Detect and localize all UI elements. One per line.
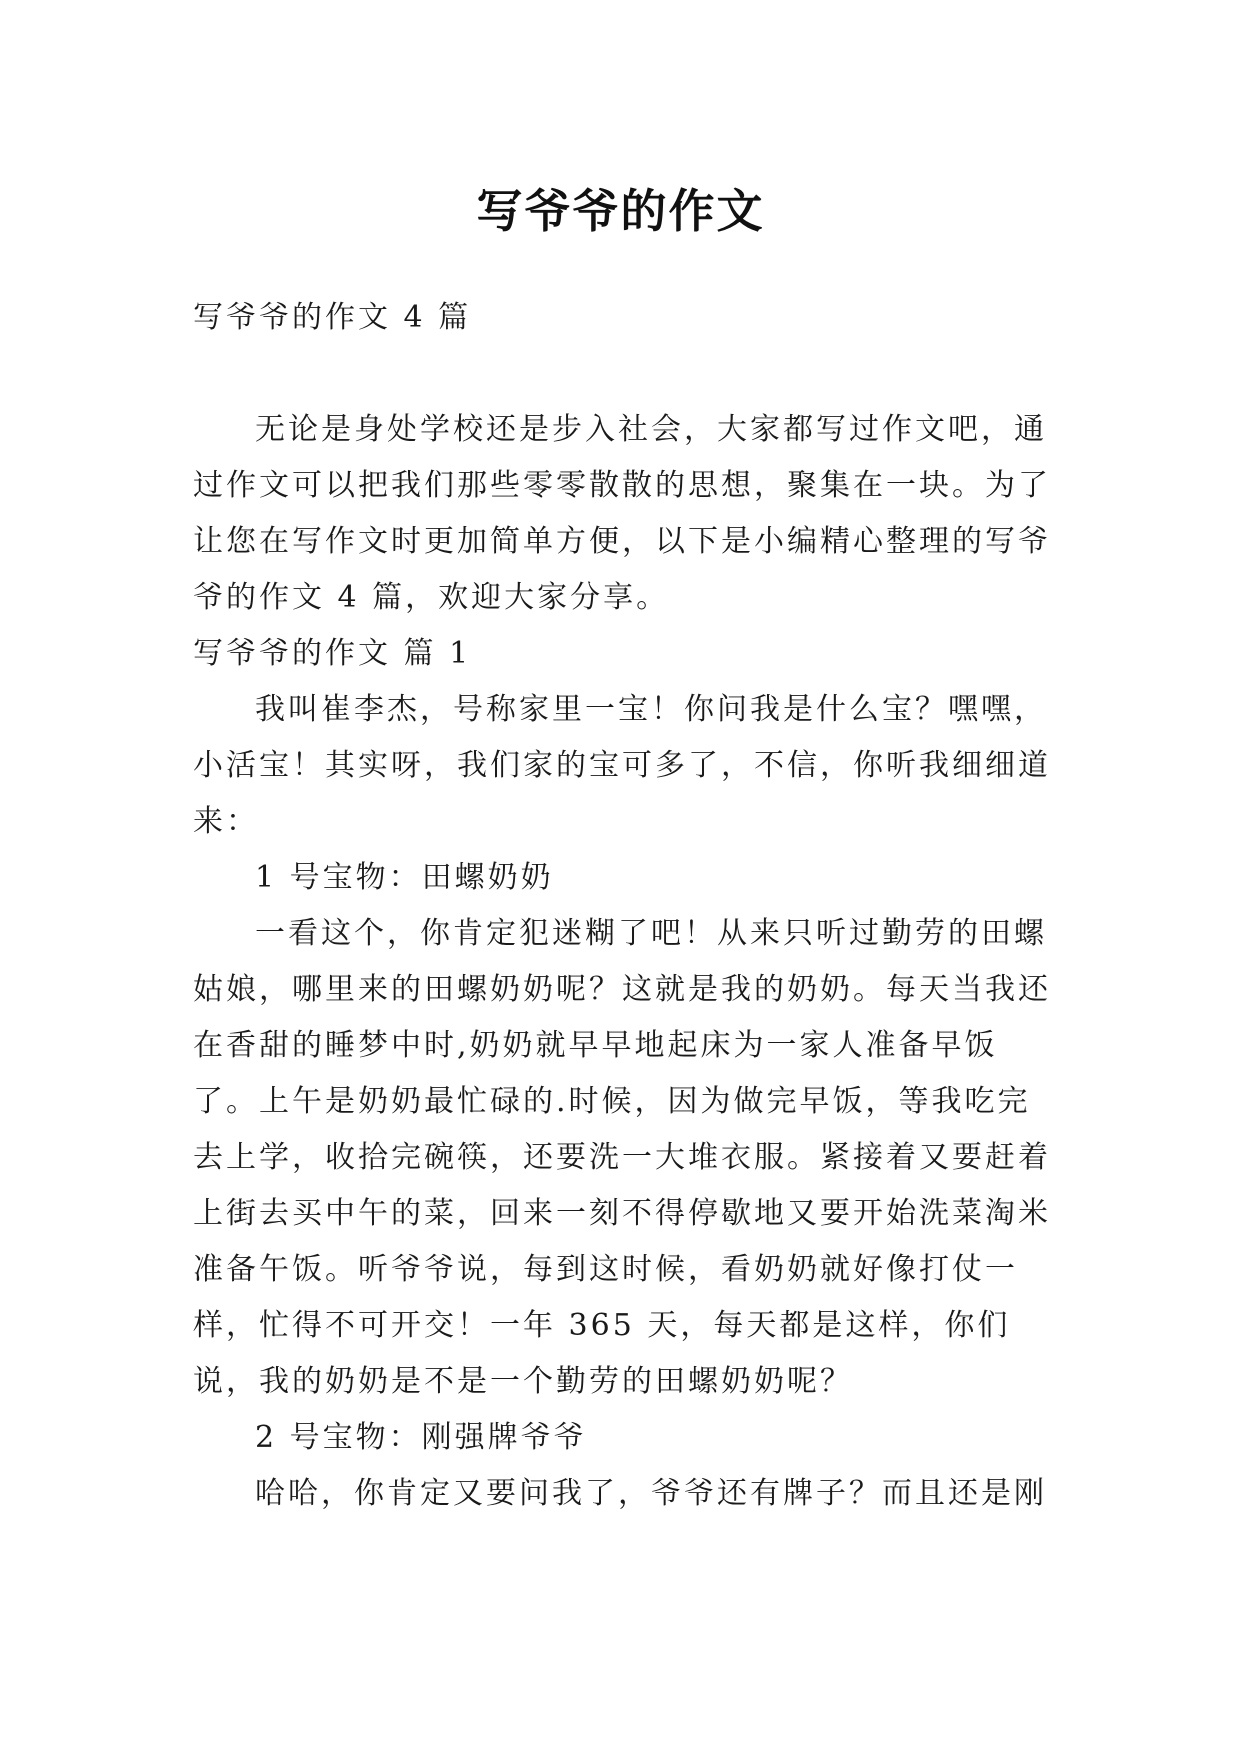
intro-paragraph: 无论是身处学校还是步入社会，大家都写过作文吧，通过作文可以把我们那些零零散散的思想，聚集在一块。为了让您在写作文时更加简单方便，以下是小编精心整理的写爷爷的作文 4 篇，欢迎大家分享。 xyxy=(193,412,1051,615)
section-heading: 写爷爷的作文 篇 1 xyxy=(193,636,472,671)
body-paragraph: 我叫崔李杰，号称家里一宝！你问我是什么宝？嘿嘿，小活宝！其实呀，我们家的宝可多了，不信，你听我细细道来： xyxy=(193,692,1051,839)
body-paragraph: 哈哈，你肯定又要问我了，爷爷还有牌子？而且还是刚 xyxy=(255,1476,1047,1511)
document-title: 写爷爷的作文 xyxy=(476,183,765,238)
item-heading: 1 号宝物：田螺奶奶 xyxy=(255,860,554,895)
document-body xyxy=(193,290,1053,1522)
item-heading: 2 号宝物：刚强牌爷爷 xyxy=(255,1420,587,1455)
body-paragraph: 一看这个，你肯定犯迷糊了吧！从来只听过勤劳的田螺姑娘，哪里来的田螺奶奶呢？这就是我的奶奶。每天当我还在香甜的睡梦中时,奶奶就早早地起床为一家人准备早饭了。上午是奶奶最忙碌的.时候，因为做完早饭，等我吃完去上学，收拾完碗筷，还要洗一大堆衣服。紧接着又要赶着上街去买中午的菜，回来一刻不得停歇地又要开始洗菜淘米准备午饭。听爷爷说，每到这时候，看奶奶就好像打仗一样，忙得不可开交！一年 365 天，每天都是这样，你们说，我的奶奶是不是一个勤劳的田螺奶奶呢？ xyxy=(193,916,1051,1399)
document-subtitle: 写爷爷的作文 4 篇 xyxy=(193,300,472,335)
